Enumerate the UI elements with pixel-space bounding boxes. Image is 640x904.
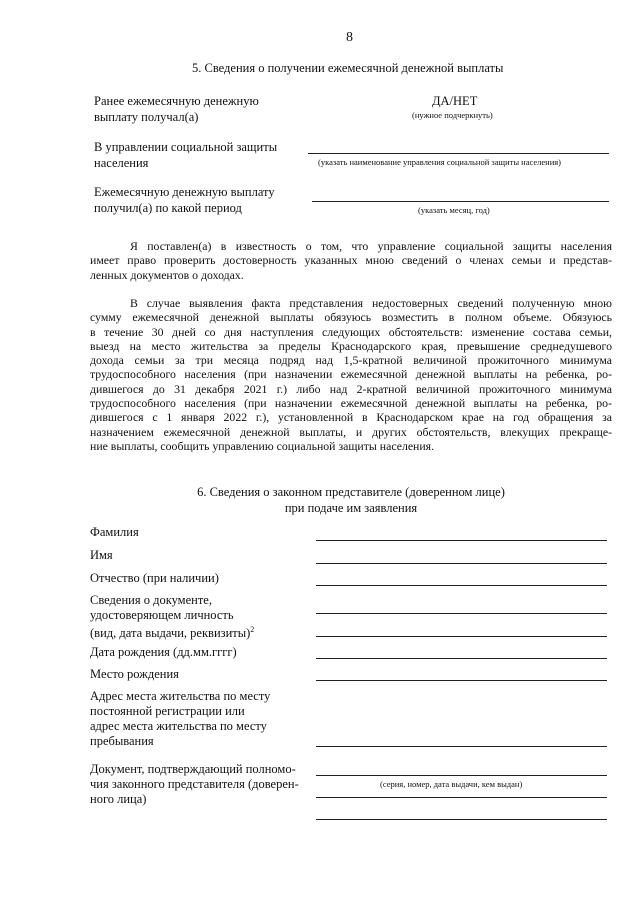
id-doc-label-text: (вид, дата выдачи, реквизиты) [90, 626, 251, 641]
period-label-line2: получил(а) по какой период [94, 201, 242, 215]
address-input-line[interactable] [316, 746, 607, 747]
birth-place-input-line[interactable] [316, 680, 607, 681]
patronymic-label: Отчество (при наличии) [90, 571, 219, 585]
obligation-line: в течение 30 дней со дня наступления следующих обстоятельств: изменение состава семьи, [90, 324, 612, 339]
period-input-line[interactable] [312, 201, 609, 202]
obligation-paragraph [90, 296, 612, 453]
section5-title: 5. Сведения о получении ежемесячной денежной выплаты [192, 61, 504, 75]
birth-date-label: Дата рождения (дд.мм.гггг) [90, 645, 237, 659]
footnote-marker: 2 [250, 625, 255, 634]
obligation-line: В случае выявления факта представления недостоверных сведений полученную мною [130, 296, 612, 310]
office-label-line1: В управлении социальной защиты [94, 140, 278, 154]
page-number: 8 [346, 30, 353, 45]
obligation-line: назначением ежемесячной денежной выплаты, и других обстоятельств, влекущих прекраще- [90, 424, 612, 439]
period-hint: (указать месяц, год) [418, 205, 490, 215]
id-doc-label-line3 [90, 622, 254, 641]
period-label-line1: Ежемесячную денежную выплату [94, 185, 275, 199]
received-label-line1: Ранее ежемесячную денежную [94, 94, 259, 108]
obligation-line: сумму ежемесячной денежной выплаты обязуюсь возместить в полном объеме. Обязуюсь [90, 310, 612, 325]
address-label-line2: постоянной регистрации или [90, 704, 245, 718]
obligation-line: дохода семьи за три месяца подряд над 1,5-кратной величиной прожиточного минимума [90, 353, 612, 368]
authority-doc-hint: (серия, номер, дата выдачи, кем выдан) [380, 779, 523, 789]
section6-title-line2: при подаче им заявления [284, 501, 418, 515]
name-label: Имя [90, 548, 113, 562]
surname-input-line[interactable] [316, 540, 607, 541]
obligation-line: трудоспособного населения (при назначении ежемесячной денежной выплаты на ребенка, ро- [90, 367, 612, 382]
authority-doc-input-line-2[interactable] [316, 797, 607, 798]
id-doc-input-line-2[interactable] [316, 636, 607, 637]
obligation-line: трудоспособного населения (при назначении ежемесячной денежной выплаты на ребенка, ро- [90, 396, 612, 411]
id-doc-input-line-1[interactable] [316, 613, 607, 614]
notice-line: Я поставлен(а) в известность о том, что управление социальной защиты населения [130, 239, 612, 253]
office-input-line[interactable] [308, 153, 609, 154]
yes-no-option: ДА/НЕТ [432, 94, 478, 108]
patronymic-input-line[interactable] [316, 585, 607, 586]
address-label-line1: Адрес места жительства по месту [90, 689, 271, 703]
authority-doc-input-line-3[interactable] [316, 819, 607, 820]
notice-line: имеет право проверить достоверность указанных мною сведений о членах семьи и представ- [90, 253, 612, 268]
yes-no-hint: (нужное подчеркнуть) [412, 110, 493, 120]
birth-date-input-line[interactable] [316, 658, 607, 659]
id-doc-label-line2: удостоверяющем личность [90, 608, 234, 622]
notice-paragraph [90, 239, 612, 282]
authority-doc-label-line3: ного лица) [90, 792, 147, 806]
authority-doc-label-line1: Документ, подтверждающий полномо- [90, 762, 296, 776]
authority-doc-input-line-1[interactable] [316, 775, 607, 776]
obligation-line: дившегося до 31 декабря 2021 г.) либо над 2-кратной величиной прожиточного минимума [90, 381, 612, 396]
section6-title-line1: 6. Сведения о законном представителе (доверенном лице) [197, 485, 505, 499]
authority-doc-label-line2: чия законного представителя (доверен- [90, 777, 299, 791]
id-doc-label-line1: Сведения о документе, [90, 593, 212, 607]
received-label-line2: выплату получал(а) [94, 110, 199, 124]
obligation-line: ние выплаты, сообщить управлению социальной защиты населения. [90, 438, 435, 453]
surname-label: Фамилия [90, 525, 139, 539]
name-input-line[interactable] [316, 563, 607, 564]
obligation-line: выезд на место жительства за пределы Краснодарского края, превышение среднедушевого [90, 338, 612, 353]
address-label-line4: пребывания [90, 734, 154, 748]
office-hint: (указать наименование управления социальной защиты населения) [318, 157, 561, 167]
notice-line: ленных документов о доходах. [90, 267, 244, 282]
office-label-line2: населения [94, 156, 149, 170]
address-label-line3: адрес места жительства по месту [90, 719, 267, 733]
birth-place-label: Место рождения [90, 667, 179, 681]
obligation-line: дившегося с 1 января 2022 г.), установленной в Краснодарском крае на год обращения за [90, 410, 612, 425]
